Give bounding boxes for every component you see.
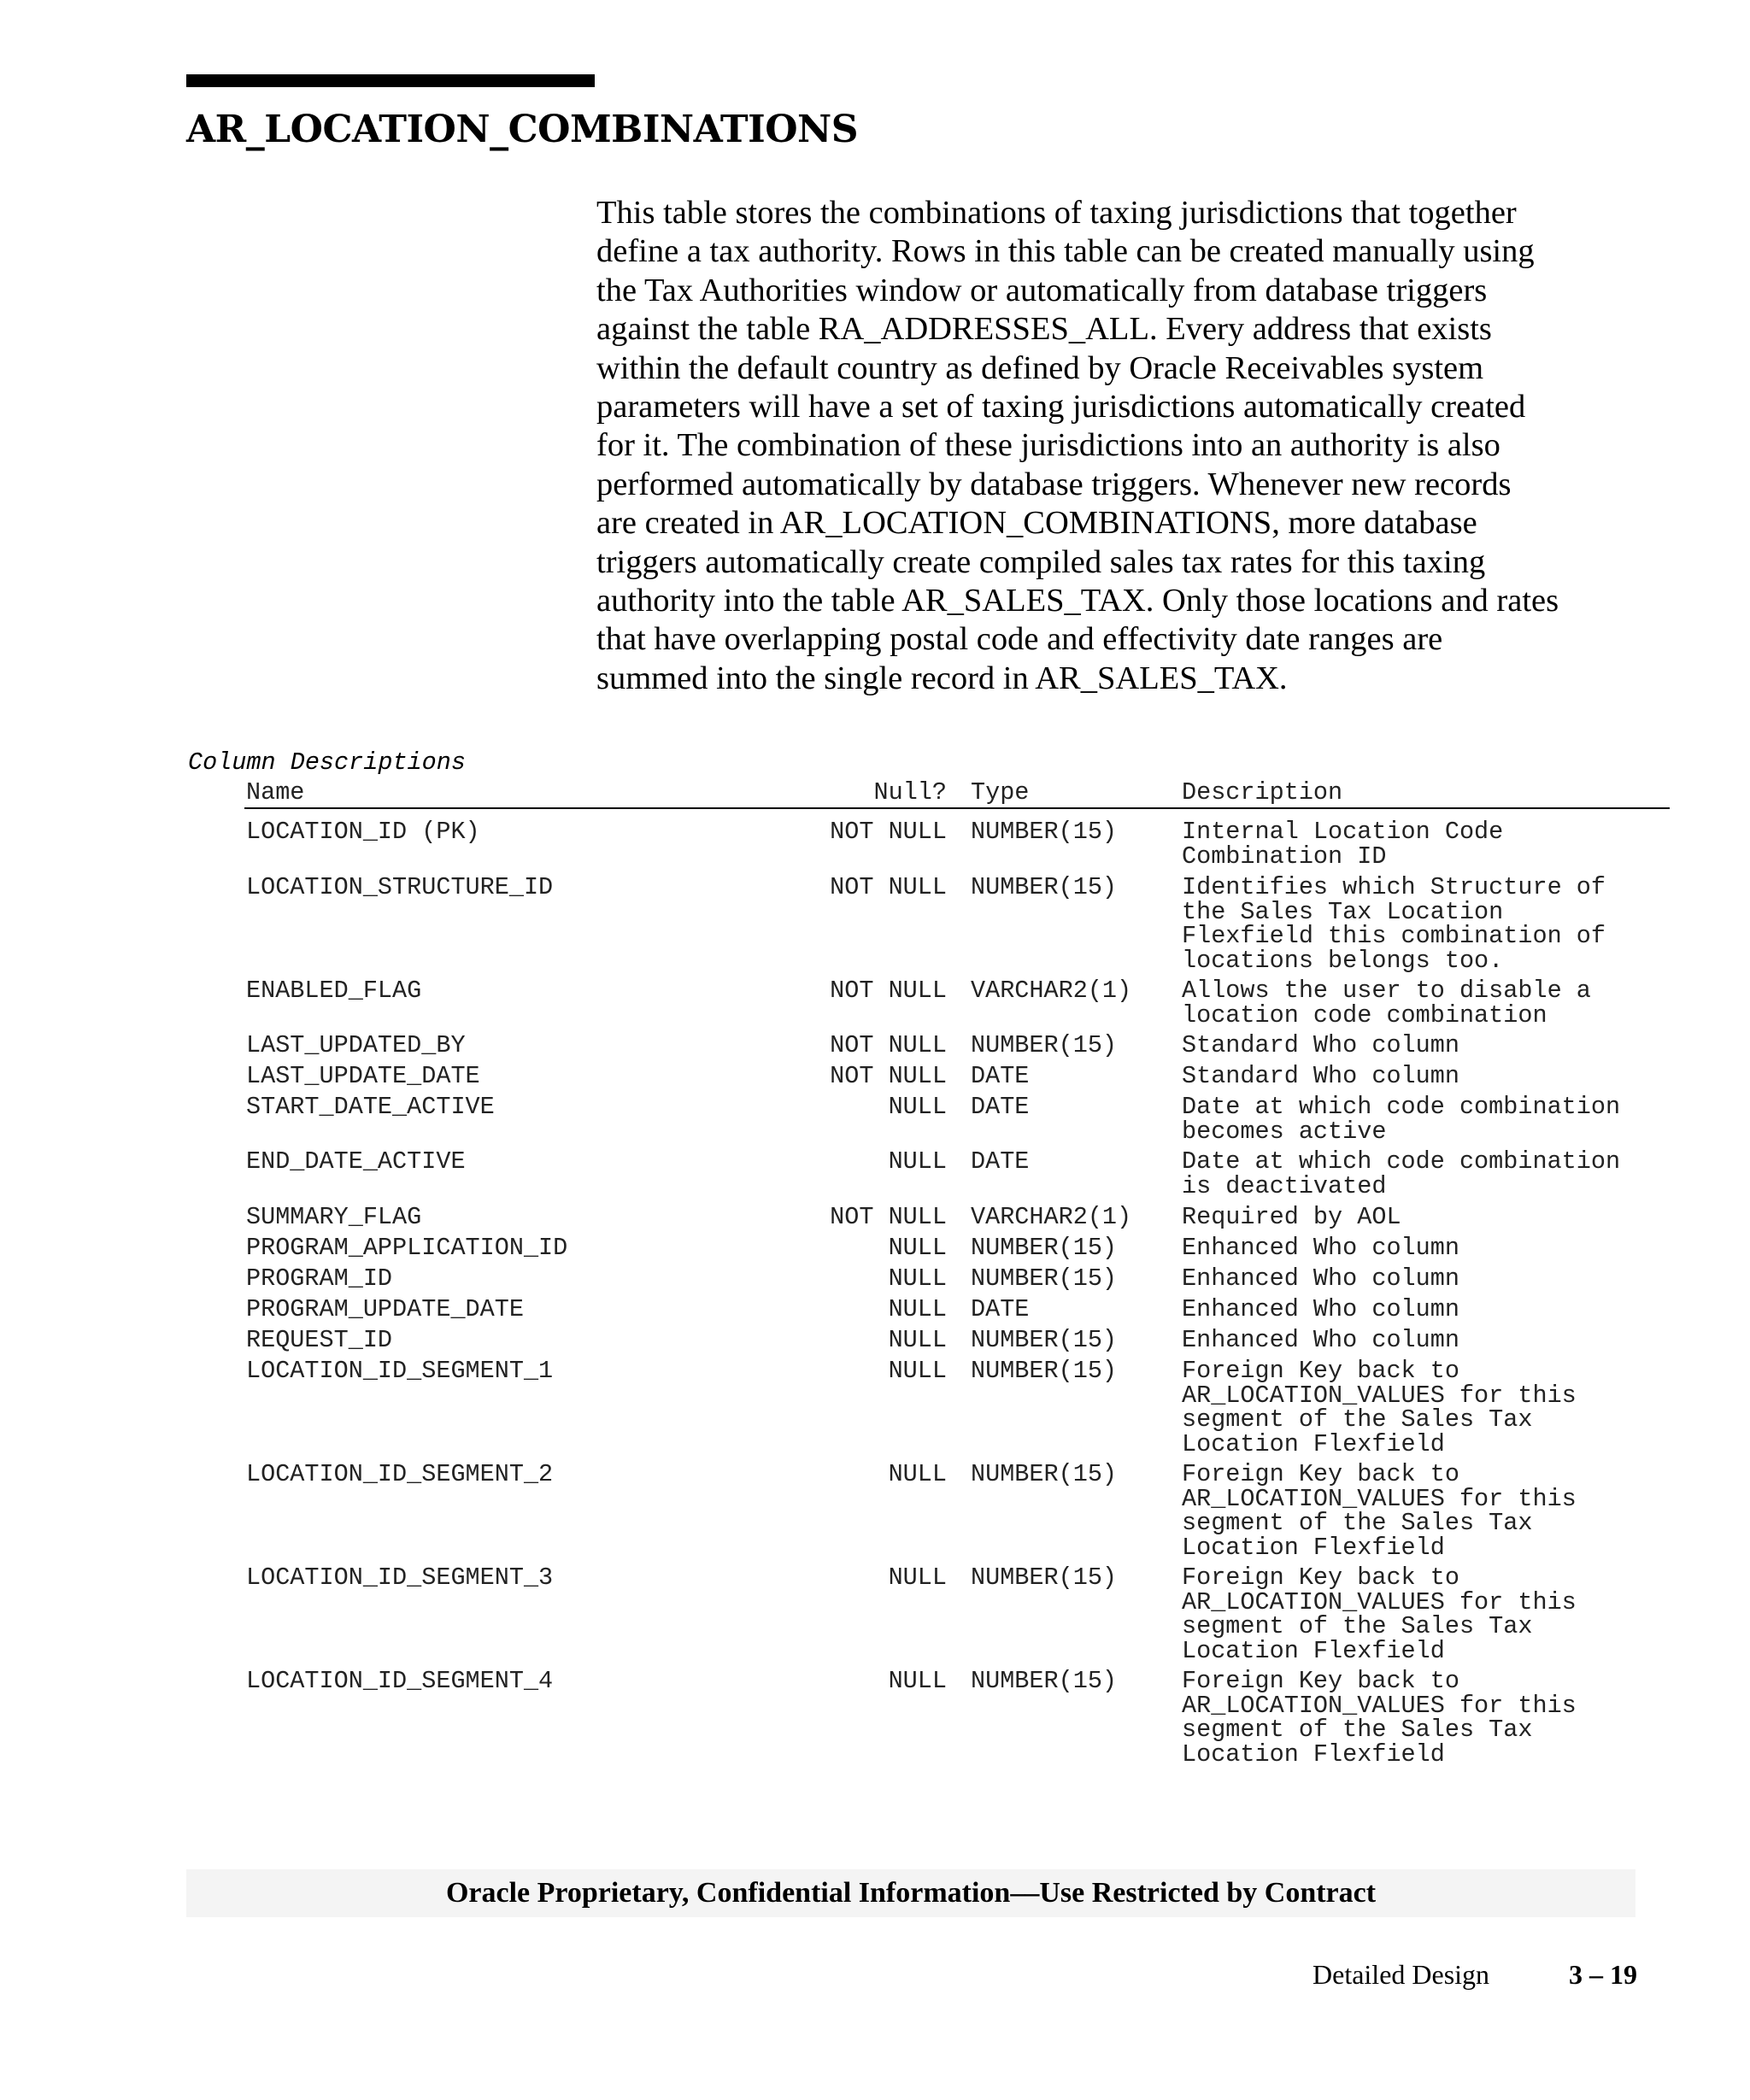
description-line: AR_LOCATION_VALUES for this (1182, 1484, 1577, 1513)
description-line: Enhanced Who column (1182, 1234, 1459, 1262)
header-name: Name (246, 778, 305, 807)
column-name: LOCATION_STRUCTURE_ID (246, 873, 554, 901)
column-type: VARCHAR2(1) (971, 1203, 1132, 1231)
intro-line: that have overlapping postal code and effectivity date ranges are (596, 621, 1443, 658)
description-line: Foreign Key back to (1182, 1667, 1459, 1695)
table-row (0, 1234, 1750, 1262)
description-line: Flexfield this combination of (1182, 922, 1606, 950)
column-type: NUMBER(15) (971, 1667, 1118, 1695)
description-line: Allows the user to disable a (1182, 977, 1591, 1005)
column-name: LOCATION_ID_SEGMENT_3 (246, 1563, 554, 1592)
description-line: Enhanced Who column (1182, 1326, 1459, 1354)
column-name: PROGRAM_ID (246, 1264, 393, 1293)
description-line: Standard Who column (1182, 1062, 1459, 1090)
column-name: LOCATION_ID (PK) (246, 818, 480, 846)
intro-line: performed automatically by database triggers. Whenever new records (596, 466, 1512, 502)
column-type: NUMBER(15) (971, 1234, 1118, 1262)
table-row (0, 1326, 1750, 1354)
description-line: segment of the Sales Tax (1182, 1405, 1533, 1434)
intro-line: define a tax authority. Rows in this table can be created manually using (596, 233, 1535, 270)
intro-line: within the default country as defined by Oracle Receivables system (596, 349, 1484, 386)
table-row (0, 1667, 1750, 1769)
column-null: NULL (888, 1147, 947, 1176)
description-line: Enhanced Who column (1182, 1295, 1459, 1323)
column-description (1182, 1236, 1459, 1261)
column-name: LAST_UPDATED_BY (246, 1031, 466, 1059)
table-row (0, 1031, 1750, 1059)
column-name: START_DATE_ACTIVE (246, 1093, 495, 1121)
description-line: AR_LOCATION_VALUES for this (1182, 1587, 1577, 1616)
column-description (1182, 820, 1503, 869)
column-description (1182, 1295, 1459, 1323)
column-description (1182, 1062, 1459, 1090)
column-type: NUMBER(15) (971, 1357, 1118, 1385)
intro-line: the Tax Authorities window or automatically from database triggers (596, 272, 1488, 308)
column-type: NUMBER(15) (971, 818, 1118, 846)
description-line: segment of the Sales Tax (1182, 1509, 1533, 1537)
table-row (0, 873, 1750, 975)
description-line: Required by AOL (1182, 1203, 1401, 1231)
column-description (1182, 1031, 1459, 1059)
footer-section-title: Detailed Design (1312, 1959, 1490, 1990)
column-type: NUMBER(15) (971, 1460, 1118, 1488)
intro-line: are created in AR_LOCATION_COMBINATIONS, more database (596, 505, 1477, 542)
column-null: NOT NULL (830, 1031, 947, 1059)
column-null: NULL (888, 1264, 947, 1293)
column-description (1182, 1563, 1577, 1665)
intro-line: parameters will have a set of taxing jurisdictions automatically created (596, 389, 1526, 425)
column-name: END_DATE_ACTIVE (246, 1147, 466, 1176)
description-line: Date at which code combination (1182, 1147, 1621, 1176)
column-description (1182, 1359, 1577, 1457)
table-row (0, 1203, 1750, 1231)
intro-line: for it. The combination of these jurisdictions into an authority is also (596, 427, 1500, 464)
table-row (0, 818, 1750, 871)
header-null: Null? (873, 778, 947, 807)
description-line: Standard Who column (1182, 1031, 1459, 1059)
table-row (0, 1147, 1750, 1200)
column-type: NUMBER(15) (971, 1264, 1118, 1293)
column-description (1182, 979, 1591, 1028)
page-number: 3 – 19 (1569, 1959, 1637, 1990)
table-row (0, 977, 1750, 1029)
table-row (0, 1460, 1750, 1562)
table-row (0, 1295, 1750, 1323)
column-name: SUMMARY_FLAG (246, 1203, 422, 1231)
table-row (0, 1563, 1750, 1665)
column-null: NULL (888, 1093, 947, 1121)
column-name: LAST_UPDATE_DATE (246, 1062, 480, 1090)
column-type: DATE (971, 1147, 1030, 1176)
confidential-notice: Oracle Proprietary, Confidential Information––Use Restricted by Contract (445, 1877, 1377, 1909)
intro-paragraph (596, 194, 1656, 698)
description-line: the Sales Tax Location (1182, 897, 1504, 926)
table-row (0, 1062, 1750, 1090)
column-name: ENABLED_FLAG (246, 977, 422, 1005)
column-name: LOCATION_ID_SEGMENT_2 (246, 1460, 554, 1488)
column-null: NOT NULL (830, 977, 947, 1005)
column-description (1182, 1205, 1401, 1230)
description-line: Internal Location Code (1182, 818, 1504, 846)
header-type: Type (971, 778, 1030, 807)
column-type: VARCHAR2(1) (971, 977, 1132, 1005)
column-type: DATE (971, 1093, 1030, 1121)
description-line: Date at which code combination (1182, 1093, 1621, 1121)
description-line: Location Flexfield (1182, 1533, 1445, 1562)
column-null: NOT NULL (830, 1062, 947, 1090)
column-type: NUMBER(15) (971, 1563, 1118, 1592)
table-row (0, 1357, 1750, 1458)
column-null: NULL (888, 1460, 947, 1488)
column-name: PROGRAM_UPDATE_DATE (246, 1295, 524, 1323)
description-line: Foreign Key back to (1182, 1357, 1459, 1385)
description-line: locations belongs too. (1182, 946, 1504, 975)
column-name: LOCATION_ID_SEGMENT_4 (246, 1667, 554, 1695)
description-line: Location Flexfield (1182, 1429, 1445, 1458)
description-line: segment of the Sales Tax (1182, 1612, 1533, 1640)
column-null: NOT NULL (830, 1203, 947, 1231)
page-title: AR_LOCATION_COMBINATIONS (186, 108, 859, 151)
column-name: REQUEST_ID (246, 1326, 393, 1354)
column-description (1182, 1095, 1620, 1144)
top-rule (186, 74, 595, 87)
column-null: NULL (888, 1326, 947, 1354)
column-descriptions-caption: Column Descriptions (188, 748, 466, 777)
header-description: Description (1182, 778, 1343, 807)
description-line: Location Flexfield (1182, 1739, 1445, 1769)
description-line: AR_LOCATION_VALUES for this (1182, 1381, 1577, 1410)
column-type: DATE (971, 1062, 1030, 1090)
description-line: Foreign Key back to (1182, 1460, 1459, 1488)
column-null: NOT NULL (830, 873, 947, 901)
table-row (0, 1093, 1750, 1146)
column-null: NULL (888, 1357, 947, 1385)
column-name: PROGRAM_APPLICATION_ID (246, 1234, 568, 1262)
column-null: NULL (888, 1667, 947, 1695)
column-type: DATE (971, 1295, 1030, 1323)
column-null: NULL (888, 1295, 947, 1323)
description-line: location code combination (1182, 1000, 1547, 1029)
confidential-banner (186, 1869, 1635, 1917)
intro-line: This table stores the combinations of taxing jurisdictions that together (596, 195, 1517, 231)
column-type: NUMBER(15) (971, 873, 1118, 901)
column-null: NULL (888, 1234, 947, 1262)
description-line: Combination ID (1182, 842, 1387, 871)
column-null: NULL (888, 1563, 947, 1592)
column-null: NOT NULL (830, 818, 947, 846)
column-type: NUMBER(15) (971, 1031, 1118, 1059)
intro-line: summed into the single record in AR_SALES_TAX. (596, 660, 1288, 696)
column-description (1182, 1669, 1577, 1767)
description-line: Location Flexfield (1182, 1636, 1445, 1665)
table-row (0, 1264, 1750, 1293)
description-line: Foreign Key back to (1182, 1563, 1459, 1592)
description-line: segment of the Sales Tax (1182, 1716, 1533, 1744)
description-line: Enhanced Who column (1182, 1264, 1459, 1293)
header-rule (244, 807, 1670, 809)
description-line: is deactivated (1182, 1171, 1387, 1200)
column-type: NUMBER(15) (971, 1326, 1118, 1354)
column-description (1182, 1326, 1459, 1354)
description-line: AR_LOCATION_VALUES for this (1182, 1691, 1577, 1720)
description-line: Identifies which Structure of (1182, 873, 1606, 901)
column-description (1182, 1147, 1621, 1200)
column-description (1182, 873, 1606, 975)
description-line: becomes active (1182, 1117, 1387, 1146)
column-name: LOCATION_ID_SEGMENT_1 (246, 1357, 554, 1385)
column-description (1182, 1460, 1577, 1562)
column-description (1182, 1264, 1459, 1293)
intro-line: triggers automatically create compiled sales tax rates for this taxing (596, 543, 1486, 580)
intro-line: against the table RA_ADDRESSES_ALL. Every address that exists (596, 311, 1492, 348)
intro-line: authority into the table AR_SALES_TAX. Only those locations and rates (596, 583, 1559, 619)
